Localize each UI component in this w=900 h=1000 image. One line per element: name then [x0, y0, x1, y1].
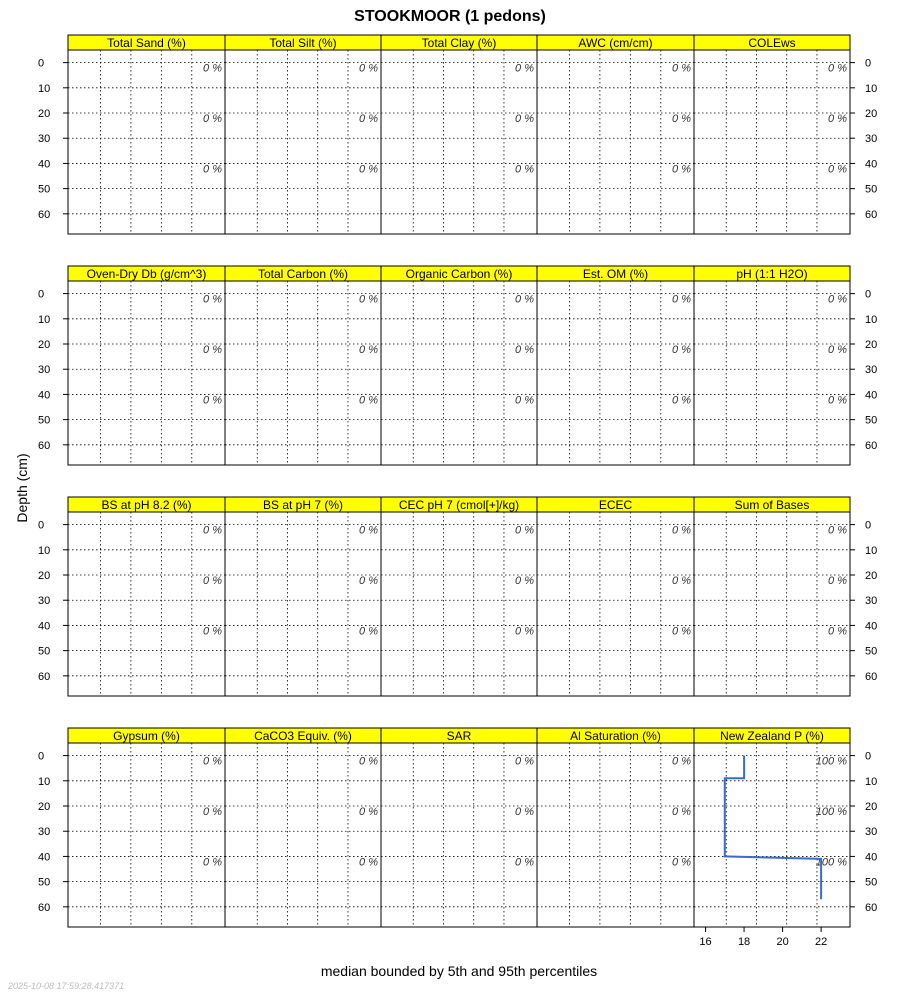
depth-tick-label-left: 20 — [38, 801, 51, 814]
depth-tick-label-left: 20 — [38, 339, 51, 352]
panel-frame-ecec — [537, 512, 694, 696]
pct-data-label: 0 % — [672, 344, 691, 357]
panel-frame-total-carbon — [225, 281, 381, 465]
depth-tick-label-left: 40 — [38, 389, 51, 402]
pct-data-label: 0 % — [672, 856, 691, 869]
panel-title-bs-at-ph-8-2: BS at pH 8.2 (%) — [101, 498, 192, 512]
pct-data-label: 0 % — [515, 625, 534, 638]
panel-frame-sum-of-bases — [694, 512, 850, 696]
x-tick-label: 22 — [814, 936, 828, 948]
depth-tick-label-right: 50 — [865, 183, 878, 196]
depth-tick-label-right: 30 — [865, 133, 878, 146]
panel-title-ecec: ECEC — [598, 498, 633, 512]
depth-tick-label-left: 10 — [38, 313, 51, 326]
pct-data-label: 0 % — [515, 856, 534, 869]
pct-data-label: 0 % — [203, 755, 222, 768]
panel-frame-caco3-equiv — [225, 743, 381, 927]
pct-data-label: 0 % — [672, 62, 691, 75]
panel-frame-new-zealand-p — [694, 743, 850, 927]
depth-tick-label-left: 10 — [38, 82, 51, 95]
pct-data-label: 0 % — [672, 806, 691, 819]
pct-data-label: 0 % — [828, 625, 847, 638]
timestamp: 2025-10-08 17:59:28.417371 — [8, 981, 125, 991]
panel-title-cec-ph-7-cmol-kg: CEC pH 7 (cmol[+]/kg) — [398, 498, 520, 512]
panel-title-bs-at-ph-7: BS at pH 7 (%) — [262, 498, 344, 512]
panel-frame-ph-1-1-h2o — [694, 281, 850, 465]
depth-tick-label-right: 50 — [865, 414, 878, 427]
depth-tick-label-right: 30 — [865, 826, 878, 839]
pct-data-label: 0 % — [672, 394, 691, 407]
pct-data-label: 0 % — [515, 524, 534, 537]
pct-data-label: 0 % — [515, 806, 534, 819]
pct-data-label: 0 % — [203, 394, 222, 407]
depth-tick-label-left: 30 — [38, 595, 51, 608]
panel-frame-sar — [381, 743, 537, 927]
depth-tick-label-right: 0 — [865, 750, 872, 763]
panel-title-al-saturation: Al Saturation (%) — [570, 729, 661, 743]
panel-frame-bs-at-ph-8-2 — [68, 512, 225, 696]
pct-data-label: 0 % — [515, 755, 534, 768]
pct-data-label: 0 % — [359, 293, 378, 306]
depth-tick-label-left: 0 — [38, 288, 45, 301]
pct-data-label: 0 % — [359, 524, 378, 537]
depth-tick-label-right: 10 — [865, 82, 878, 95]
pct-data-label: 0 % — [515, 62, 534, 75]
panel-title-sar: SAR — [446, 729, 472, 743]
depth-tick-label-left: 0 — [38, 519, 45, 532]
series-line-new-zealand-p — [725, 756, 821, 900]
panel-title-sum-of-bases: Sum of Bases — [734, 498, 810, 512]
depth-tick-label-right: 30 — [865, 595, 878, 608]
pct-data-label: 0 % — [203, 524, 222, 537]
panel-grid — [38, 35, 877, 948]
pct-data-label: 0 % — [828, 62, 847, 75]
depth-tick-label-right: 50 — [865, 876, 878, 889]
x-tick-label: 16 — [699, 936, 712, 948]
panel-title-new-zealand-p: New Zealand P (%) — [720, 729, 824, 743]
pct-data-label: 0 % — [828, 575, 847, 588]
panel-title-total-sand: Total Sand (%) — [107, 36, 186, 50]
pct-data-label: 0 % — [515, 344, 534, 357]
pct-data-label: 0 % — [672, 524, 691, 537]
x-axis-label: median bounded by 5th and 95th percentiles — [320, 963, 598, 979]
depth-tick-label-right: 60 — [865, 901, 878, 914]
depth-tick-label-left: 30 — [38, 364, 51, 377]
depth-tick-label-right: 50 — [865, 645, 878, 658]
depth-tick-label-right: 20 — [865, 801, 878, 814]
pct-data-label: 0 % — [828, 394, 847, 407]
depth-tick-label-right: 30 — [865, 364, 878, 377]
depth-tick-label-left: 60 — [38, 439, 51, 452]
pct-data-label: 0 % — [359, 856, 378, 869]
pct-data-label: 0 % — [359, 344, 378, 357]
depth-tick-label-right: 10 — [865, 775, 878, 788]
pct-data-label: 0 % — [515, 394, 534, 407]
depth-tick-label-right: 10 — [865, 544, 878, 557]
panel-frame-cec-ph-7-cmol-kg — [381, 512, 537, 696]
panel-title-total-clay: Total Clay (%) — [421, 36, 497, 50]
pct-data-label: 0 % — [203, 113, 222, 126]
panel-frame-bs-at-ph-7 — [225, 512, 381, 696]
depth-tick-label-left: 20 — [38, 570, 51, 583]
panel-title-colews: COLEws — [748, 36, 796, 50]
depth-tick-label-left: 60 — [38, 670, 51, 683]
panel-frame-oven-dry-db-g-cm-3 — [68, 281, 225, 465]
pct-data-label: 0 % — [828, 524, 847, 537]
panel-title-oven-dry-db-g-cm-3: Oven-Dry Db (g/cm^3) — [86, 267, 207, 281]
pct-data-label: 0 % — [515, 163, 534, 176]
pct-data-label: 0 % — [359, 755, 378, 768]
depth-tick-label-right: 0 — [865, 57, 872, 70]
pct-data-label: 0 % — [203, 163, 222, 176]
depth-tick-label-left: 0 — [38, 57, 45, 70]
pct-data-label: 0 % — [359, 113, 378, 126]
depth-tick-label-left: 50 — [38, 183, 51, 196]
panel-frame-colews — [694, 50, 850, 234]
pct-data-label: 100 % — [815, 856, 847, 869]
panel-title-est-om: Est. OM (%) — [582, 267, 649, 281]
depth-tick-label-left: 20 — [38, 108, 51, 121]
pct-data-label: 0 % — [359, 163, 378, 176]
panel-frame-total-clay — [381, 50, 537, 234]
panel-frame-organic-carbon — [381, 281, 537, 465]
panel-title-total-carbon: Total Carbon (%) — [257, 267, 349, 281]
depth-tick-label-right: 20 — [865, 108, 878, 121]
pct-data-label: 0 % — [672, 755, 691, 768]
pct-data-label: 0 % — [359, 806, 378, 819]
depth-tick-label-left: 50 — [38, 876, 51, 889]
depth-tick-label-left: 40 — [38, 158, 51, 171]
depth-tick-label-right: 20 — [865, 570, 878, 583]
pct-data-label: 0 % — [515, 113, 534, 126]
pct-data-label: 0 % — [672, 113, 691, 126]
depth-tick-label-right: 0 — [865, 288, 872, 301]
pct-data-label: 0 % — [203, 575, 222, 588]
pct-data-label: 0 % — [359, 575, 378, 588]
depth-tick-label-right: 40 — [865, 389, 878, 402]
depth-tick-label-left: 60 — [38, 208, 51, 221]
depth-tick-label-left: 10 — [38, 775, 51, 788]
depth-tick-label-right: 20 — [865, 339, 878, 352]
pct-data-label: 0 % — [359, 625, 378, 638]
panel-frame-total-sand — [68, 50, 225, 234]
pct-data-label: 0 % — [828, 113, 847, 126]
depth-tick-label-left: 60 — [38, 901, 51, 914]
pct-data-label: 0 % — [828, 344, 847, 357]
panel-title-awc-cm-cm: AWC (cm/cm) — [578, 36, 653, 50]
panel-title-ph-1-1-h2o: pH (1:1 H2O) — [736, 267, 808, 281]
depth-tick-label-right: 40 — [865, 851, 878, 864]
depth-tick-label-right: 60 — [865, 670, 878, 683]
depth-tick-label-left: 40 — [38, 620, 51, 633]
panel-frame-total-silt — [225, 50, 381, 234]
panel-frame-gypsum — [68, 743, 225, 927]
depth-tick-label-right: 40 — [865, 620, 878, 633]
depth-tick-label-left: 50 — [38, 645, 51, 658]
depth-tick-label-right: 10 — [865, 313, 878, 326]
pct-data-label: 0 % — [672, 293, 691, 306]
pct-data-label: 0 % — [203, 625, 222, 638]
x-tick-label: 18 — [737, 936, 751, 948]
pct-data-label: 100 % — [815, 755, 847, 768]
pct-data-label: 0 % — [203, 856, 222, 869]
depth-tick-label-left: 0 — [38, 750, 45, 763]
pct-data-label: 0 % — [203, 344, 222, 357]
panel-frame-awc-cm-cm — [537, 50, 694, 234]
depth-tick-label-left: 10 — [38, 544, 51, 557]
pct-data-label: 0 % — [515, 293, 534, 306]
pct-data-label: 0 % — [828, 163, 847, 176]
depth-tick-label-left: 30 — [38, 133, 51, 146]
pct-data-label: 100 % — [815, 806, 847, 819]
pct-data-label: 0 % — [359, 62, 378, 75]
pct-data-label: 0 % — [672, 163, 691, 176]
pct-data-label: 0 % — [203, 293, 222, 306]
pct-data-label: 0 % — [359, 394, 378, 407]
panel-frame-al-saturation — [537, 743, 694, 927]
y-axis-label: Depth (cm) — [14, 453, 30, 523]
panel-title-total-silt: Total Silt (%) — [269, 36, 337, 50]
pct-data-label: 0 % — [203, 806, 222, 819]
x-tick-label: 20 — [776, 936, 789, 948]
panel-title-caco3-equiv: CaCO3 Equiv. (%) — [254, 729, 352, 743]
depth-tick-label-left: 30 — [38, 826, 51, 839]
pct-data-label: 0 % — [203, 62, 222, 75]
depth-tick-label-left: 50 — [38, 414, 51, 427]
panel-frame-est-om — [537, 281, 694, 465]
chart-title: STOOKMOOR (1 pedons) — [354, 8, 546, 25]
depth-tick-label-right: 60 — [865, 439, 878, 452]
panel-title-organic-carbon: Organic Carbon (%) — [405, 267, 513, 281]
panel-title-gypsum: Gypsum (%) — [113, 729, 180, 743]
depth-tick-label-left: 40 — [38, 851, 51, 864]
depth-tick-label-right: 40 — [865, 158, 878, 171]
depth-tick-label-right: 60 — [865, 208, 878, 221]
pct-data-label: 0 % — [515, 575, 534, 588]
pct-data-label: 0 % — [672, 575, 691, 588]
depth-tick-label-right: 0 — [865, 519, 872, 532]
pct-data-label: 0 % — [828, 293, 847, 306]
pct-data-label: 0 % — [672, 625, 691, 638]
